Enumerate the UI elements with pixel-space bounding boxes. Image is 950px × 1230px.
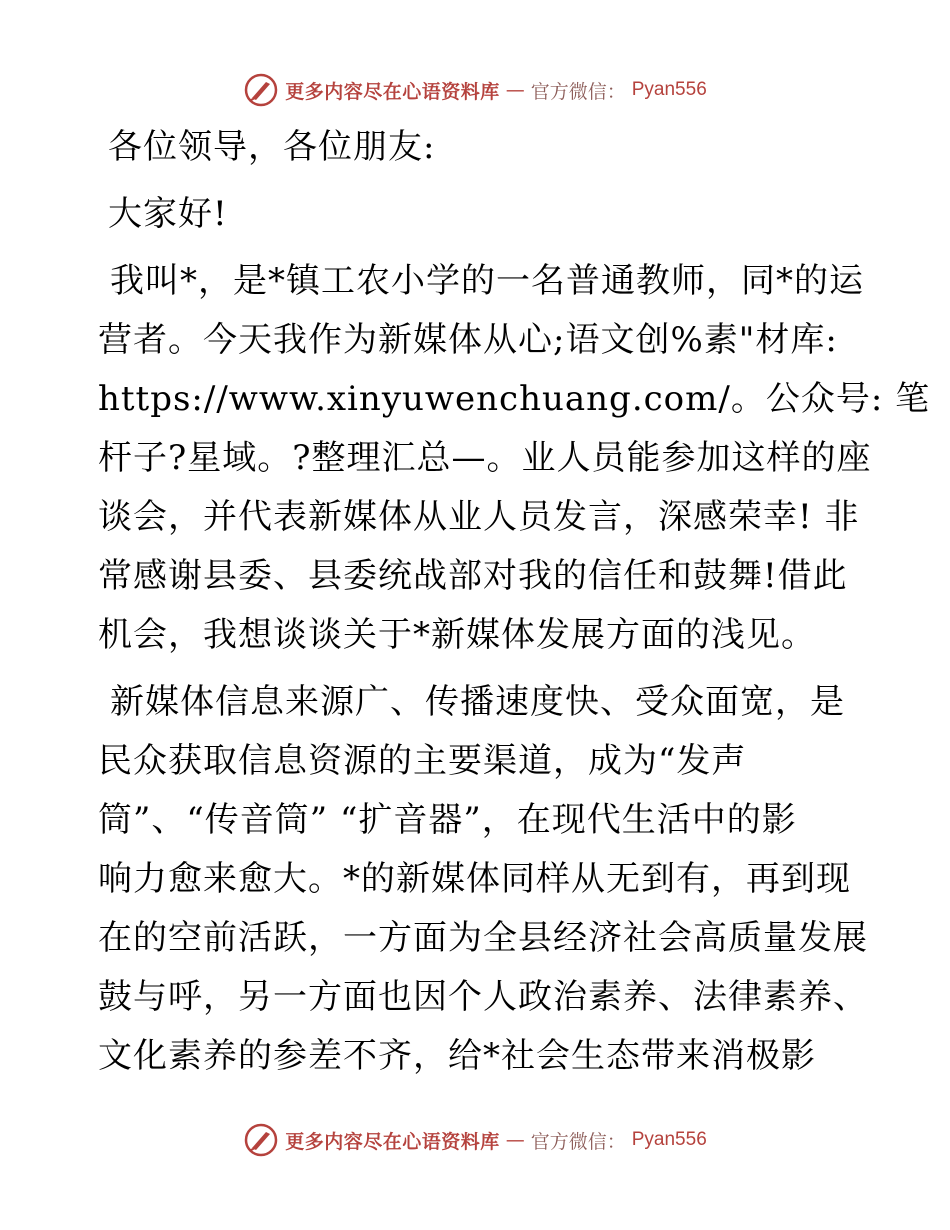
quill-logo-icon — [243, 1122, 279, 1158]
watermark-official-label: 官方微信： — [530, 80, 626, 103]
watermark-main-text: 更多内容尽在心语资料库 — [285, 80, 500, 103]
watermark-separator: — — [505, 79, 525, 101]
watermark-separator: — — [505, 1129, 525, 1151]
paragraph-line: 营者。今天我作为新媒体从心;语文创%素"材库: — [98, 320, 838, 360]
header-watermark — [0, 72, 950, 108]
paragraph-2 — [98, 673, 868, 1086]
paragraph-1 — [98, 252, 931, 665]
paragraph-line: 机会，我想谈谈关于*新媒体发展方面的浅见。 — [98, 615, 816, 655]
salutation — [98, 185, 858, 244]
watermark-official-label: 官方微信： — [530, 1130, 626, 1153]
paragraph-line: https://www.xinyuwenchuang.com/。公众号: 笔 — [98, 379, 931, 419]
paragraph-line: 响力愈来愈大。*的新媒体同样从无到有，再到现 — [98, 859, 851, 899]
watermark-wechat-id: Pyan556 — [631, 79, 707, 100]
quill-logo-icon — [243, 72, 279, 108]
document-body — [98, 118, 931, 1094]
watermark-main-text: 更多内容尽在心语资料库 — [285, 1130, 500, 1153]
paragraph-line: 筒”、“传音筒” “扩音器”，在现代生活中的影 — [98, 800, 797, 840]
paragraph-line: 新媒体信息来源广、传播速度快、受众面宽，是 — [110, 682, 845, 722]
paragraph-line: 常感谢县委、县委统战部对我的信任和鼓舞!借此 — [98, 556, 848, 596]
paragraph-line: 在的空前活跃，一方面为全县经济社会高质量发展 — [98, 918, 868, 958]
paragraph-line: 我叫*，是*镇工农小学的一名普通教师，同*的运 — [110, 261, 864, 301]
paragraph-line: 谈会，并代表新媒体从业人员发言，深感荣幸! 非 — [98, 497, 860, 537]
greeting — [98, 118, 858, 177]
salutation-text: 大家好! — [108, 194, 228, 234]
paragraph-line: 鼓与呼，另一方面也因个人政治素养、法律素养、 — [98, 977, 868, 1017]
watermark-wechat-id: Pyan556 — [631, 1129, 707, 1150]
greeting-text: 各位领导，各位朋友: — [108, 127, 436, 167]
footer-watermark — [0, 1122, 950, 1158]
paragraph-line: 民众获取信息资源的主要渠道，成为“发声 — [98, 741, 747, 781]
paragraph-line: 杆子?星域。?整理汇总—。业人员能参加这样的座 — [98, 438, 872, 478]
paragraph-line: 文化素养的参差不齐，给*社会生态带来消极影 — [98, 1036, 816, 1076]
